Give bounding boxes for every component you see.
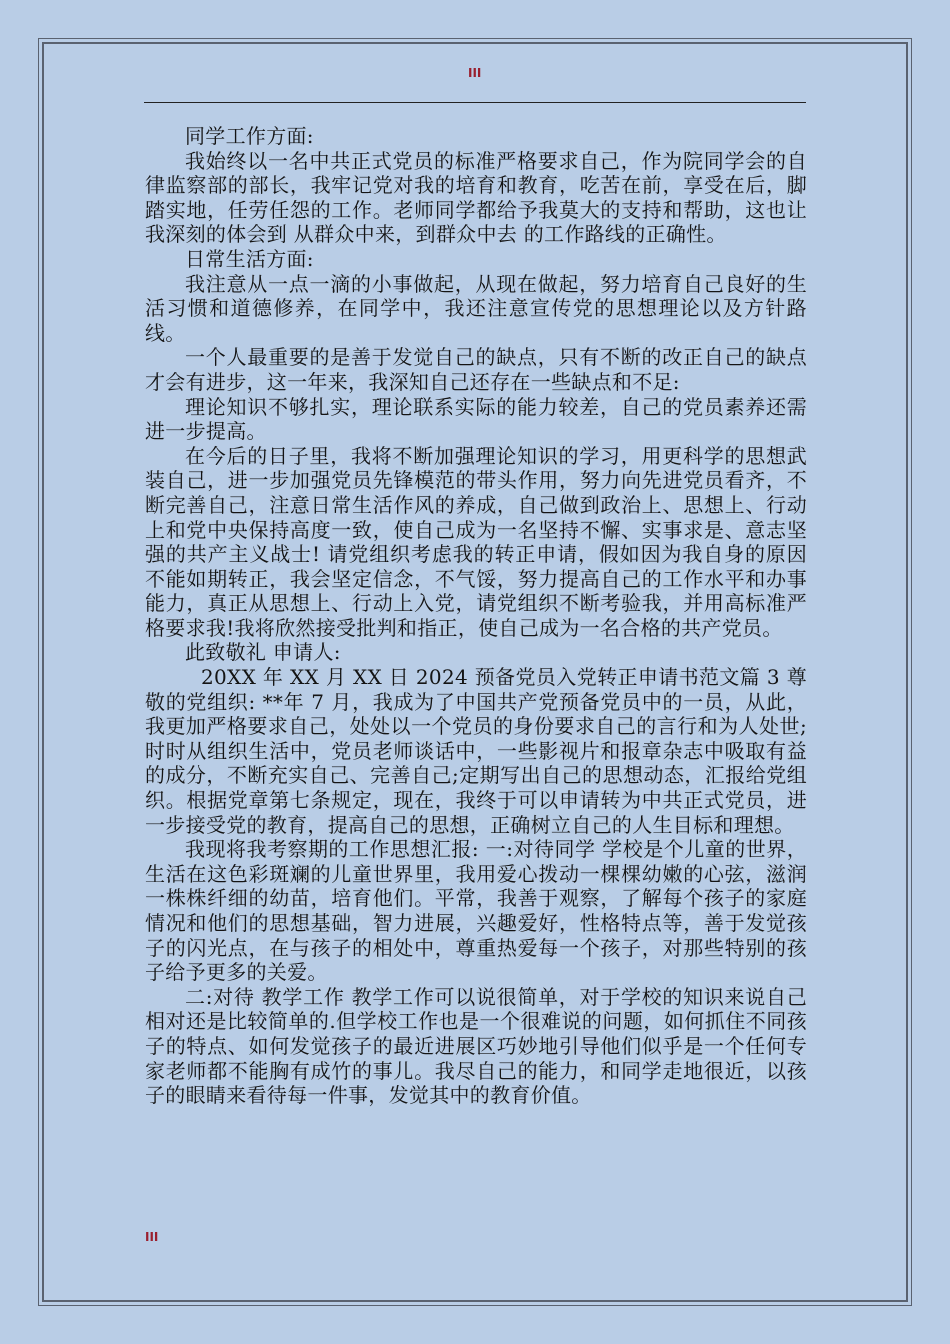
paragraph: 同学工作方面: — [185, 124, 314, 148]
paragraph: 一个人最重要的是善于发觉自己的缺点，只有不断的改正自己的缺点才会有进步，这一年来，我深知自己还存在一些缺点和不足: — [145, 345, 807, 394]
document-body — [145, 124, 807, 1108]
header-divider — [144, 102, 806, 103]
paragraph: 我注意从一点一滴的小事做起，从现在做起，努力培育自己良好的生活习惯和道德修养，在同学中，我还注意宣传党的思想理论以及方针路线。 — [145, 271, 807, 345]
paragraph: 我现将我考察期的工作思想汇报: 一:对待同学 学校是个儿童的世界，生活在这色彩斑斓的儿童世界里，我用爱心拨动一棵棵幼嫩的心弦，滋润一株株纤细的幼苗，培育他们。平常，我善于观察，了解每个孩子的家庭情况和他们的思想基础，智力进展，兴趣爱好，性格特点等，善于发觉孩子的闪光点，在与孩子的相处中，尊重热爱每一个孩子，对那些特别的孩子给予更多的关爱。 — [145, 837, 807, 985]
paragraph: 此致敬礼 申请人: — [185, 640, 341, 665]
paragraph: 在今后的日子里，我将不断加强理论知识的学习，用更科学的思想武装自己，进一步加强党员先锋模范的带头作用，努力向先进党员看齐，不断完善自己，注意日常生活作风的养成，自己做到政治上、思想上、行动上和党中央保持高度一致，使自己成为一名坚持不懈、实事求是、意志坚强的共产主义战士! 请党组织考虑我的转正申请，假如因为我自身的原因不能如期转正，我会坚定信念，不气馁，努力提高自己的工作水平和办事能力，真正从思想上、行动上入党，请党组织不断考验我，并用高标准严格要求我!我将欣然接受批判和指正，使自己成为一名合格的共产党员。 — [145, 443, 807, 640]
header-mark: III — [468, 66, 482, 80]
paragraph: 我始终以一名中共正式党员的标准严格要求自己，作为院同学会的自律监察部的部长，我牢记党对我的培育和教育，吃苦在前，享受在后，脚踏实地，任劳任怨的工作。老师同学都给予我莫大的支持和帮助，这也让我深刻的体会到 从群众中来，到群众中去 的工作路线的正确性。 — [145, 148, 807, 247]
paragraph: 二:对待 教学工作 教学工作可以说很简单，对于学校的知识来说自己相对还是比较简单的.但学校工作也是一个很难说的问题，如何抓住不同孩子的特点、如何发觉孩子的最近进展区巧妙地引导他们似乎是一个任何专家老师都不能胸有成竹的事儿。我尽自己的能力，和同学走地很近，以孩子的眼睛来看待每一件事，发觉其中的教育价值。 — [145, 984, 807, 1108]
paragraph: 日常生活方面: — [185, 246, 314, 271]
footer-mark: III — [145, 1230, 159, 1244]
paragraph: 20XX 年 XX 月 XX 日 2024 预备党员入党转正申请书范文篇 3 尊敬的党组织: **年 7 月，我成为了中国共产党预备党员中的一员，从此，我更加严格要求自己，处处以一个党员的身份要求自己的言行和为人处世;时时从组织生活中，党员老师谈话中，一些影视片和报章杂志中吸取有益的成分，不断充实自己、完善自己;定期写出自己的思想动态，汇报给党组织。根据党章第七条规定，现在，我终于可以申请转为中共正式党员，进一步接受党的教育，提高自己的思想，正确树立自己的人生目标和理想。 — [145, 665, 807, 837]
paragraph: 理论知识不够扎实，理论联系实际的能力较差，自己的党员素养还需进一步提高。 — [145, 394, 807, 444]
